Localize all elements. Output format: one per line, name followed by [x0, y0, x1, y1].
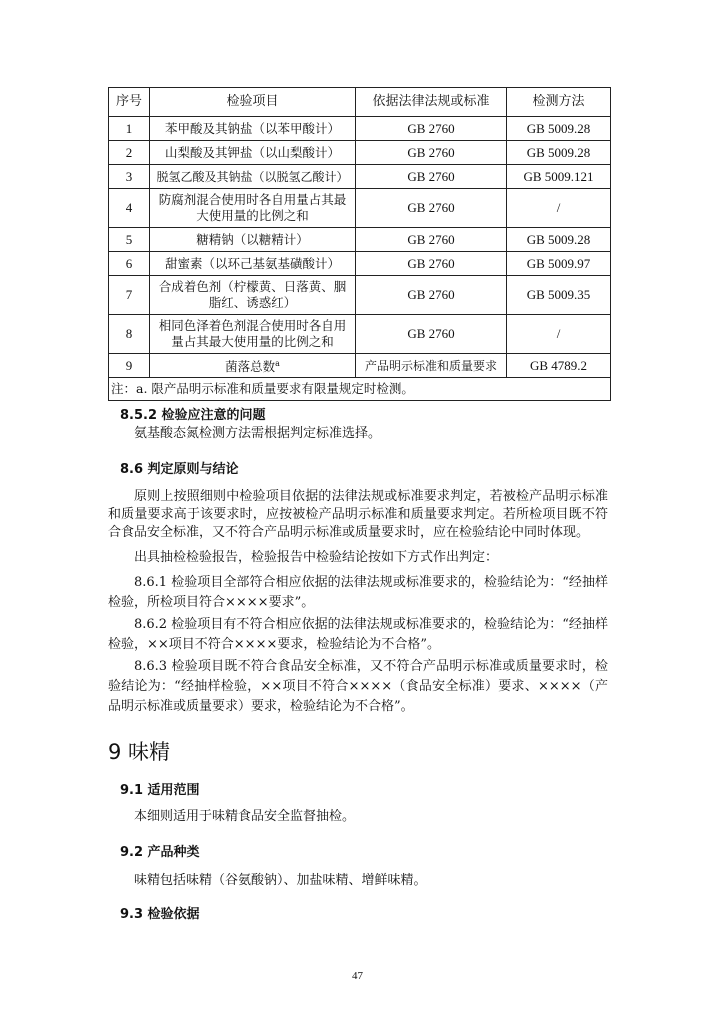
- table-row: [109, 276, 611, 315]
- section-8-5-2-text: 氨基酸态氮检测方法需根据判定标准选择。: [134, 426, 382, 441]
- cell-item: 山梨酸及其钾盐（以山梨酸计）: [150, 141, 356, 165]
- table-row: [109, 189, 611, 228]
- cell-item: 糖精钠（以糖精计）: [150, 228, 356, 252]
- table-note-row: [109, 378, 611, 401]
- cell-seq: 4: [109, 189, 150, 228]
- cell-item: [150, 354, 356, 378]
- cell-item: 相同色泽着色剂混合使用时各自用量占其最大使用量的比例之和: [150, 315, 356, 354]
- header-basis: 依据法律法规或标准: [356, 88, 507, 117]
- paragraph-judgment-principle: 原则上按照细则中检验项目依据的法律法规或标准要求判定，若被检产品明示标准和质量要求高于该要求时，应按被检产品明示标准和质量要求判定。若所检项目既不符合食品安全标准，又不符合产品明示标准或质量要求时，应在检验结论中同时体现。: [108, 489, 608, 540]
- cell-basis: 产品明示标准和质量要求: [356, 354, 507, 378]
- cell-seq: 8: [109, 315, 150, 354]
- cell-seq: 1: [109, 117, 150, 141]
- cell-method: /: [507, 189, 611, 228]
- cell-basis: GB 2760: [356, 165, 507, 189]
- cell-item: 脱氢乙酸及其钠盐（以脱氢乙酸计）: [150, 165, 356, 189]
- table-row: [109, 141, 611, 165]
- table-note: 注：a. 限产品明示标准和质量要求有限量规定时检测。: [109, 378, 611, 401]
- cell-basis: GB 2760: [356, 252, 507, 276]
- cell-method: GB 5009.28: [507, 117, 611, 141]
- cell-seq: 6: [109, 252, 150, 276]
- cell-item: 甜蜜素（以环己基氨基磺酸计）: [150, 252, 356, 276]
- cell-item: 合成着色剂（柠檬黄、日落黄、胭脂红、诱惑红）: [150, 276, 356, 315]
- cell-method: GB 4789.2: [507, 354, 611, 378]
- cell-basis: GB 2760: [356, 141, 507, 165]
- table-header-row: [109, 88, 611, 117]
- cell-basis: GB 2760: [356, 117, 507, 141]
- section-9-2-heading: 9.2 产品种类: [120, 845, 200, 860]
- paragraph-report-intro: 出具抽检检验报告，检验报告中检验结论按如下方式作出判定：: [134, 550, 499, 565]
- section-9-2-text: 味精包括味精（谷氨酸钠）、加盐味精、增鲜味精。: [134, 873, 427, 888]
- table-row: [109, 228, 611, 252]
- section-8-6-heading: 8.6 判定原则与结论: [120, 462, 239, 477]
- cell-seq: 3: [109, 165, 150, 189]
- cell-seq: 5: [109, 228, 150, 252]
- page-number: 47: [352, 970, 363, 982]
- cell-basis: GB 2760: [356, 315, 507, 354]
- cell-method: /: [507, 315, 611, 354]
- cell-basis: GB 2760: [356, 228, 507, 252]
- cell-item-text: 菌落总数: [225, 359, 276, 375]
- cell-basis: GB 2760: [356, 276, 507, 315]
- cell-seq: 9: [109, 354, 150, 378]
- table-row: [109, 252, 611, 276]
- cell-method: GB 5009.97: [507, 252, 611, 276]
- header-method: 检测方法: [507, 88, 611, 117]
- cell-seq: 2: [109, 141, 150, 165]
- cell-method: GB 5009.35: [507, 276, 611, 315]
- cell-method: GB 5009.28: [507, 228, 611, 252]
- section-8-5-2-heading: 8.5.2 检验应注意的问题: [120, 408, 266, 423]
- section-9-3-heading: 9.3 检验依据: [120, 907, 200, 922]
- paragraph-8-6-3: 8.6.3 检验项目既不符合食品安全标准，又不符合产品明示标准或质量要求时，检验结论为：“经抽样检验，××项目不符合××××（食品安全标准）要求、××××（产品明示标准或质量要求）要求，检验结论为不合格”。: [108, 659, 608, 714]
- header-item: 检验项目: [150, 88, 356, 117]
- footnote-marker: a: [275, 358, 280, 368]
- cell-basis: GB 2760: [356, 189, 507, 228]
- cell-item: 防腐剂混合使用时各自用量占其最大使用量的比例之和: [150, 189, 356, 228]
- paragraph-8-6-2: 8.6.2 检验项目有不符合相应依据的法律法规或标准要求的，检验结论为：“经抽样检验，××项目不符合××××要求，检验结论为不合格”。: [108, 617, 608, 652]
- header-seq: 序号: [109, 88, 150, 117]
- inspection-items-table: [108, 87, 611, 401]
- chapter-9-heading: 9 味精: [108, 740, 171, 764]
- paragraph-8-6-1: 8.6.1 检验项目全部符合相应依据的法律法规或标准要求的，检验结论为：“经抽样检验，所检项目符合××××要求”。: [108, 575, 608, 610]
- cell-method: GB 5009.28: [507, 141, 611, 165]
- cell-method: GB 5009.121: [507, 165, 611, 189]
- table-row: [109, 315, 611, 354]
- cell-seq: 7: [109, 276, 150, 315]
- table-row: [109, 117, 611, 141]
- table-row: [109, 354, 611, 378]
- table-row: [109, 165, 611, 189]
- section-9-1-heading: 9.1 适用范围: [120, 783, 200, 798]
- section-9-1-text: 本细则适用于味精食品安全监督抽检。: [134, 809, 356, 824]
- cell-item: 苯甲酸及其钠盐（以苯甲酸计）: [150, 117, 356, 141]
